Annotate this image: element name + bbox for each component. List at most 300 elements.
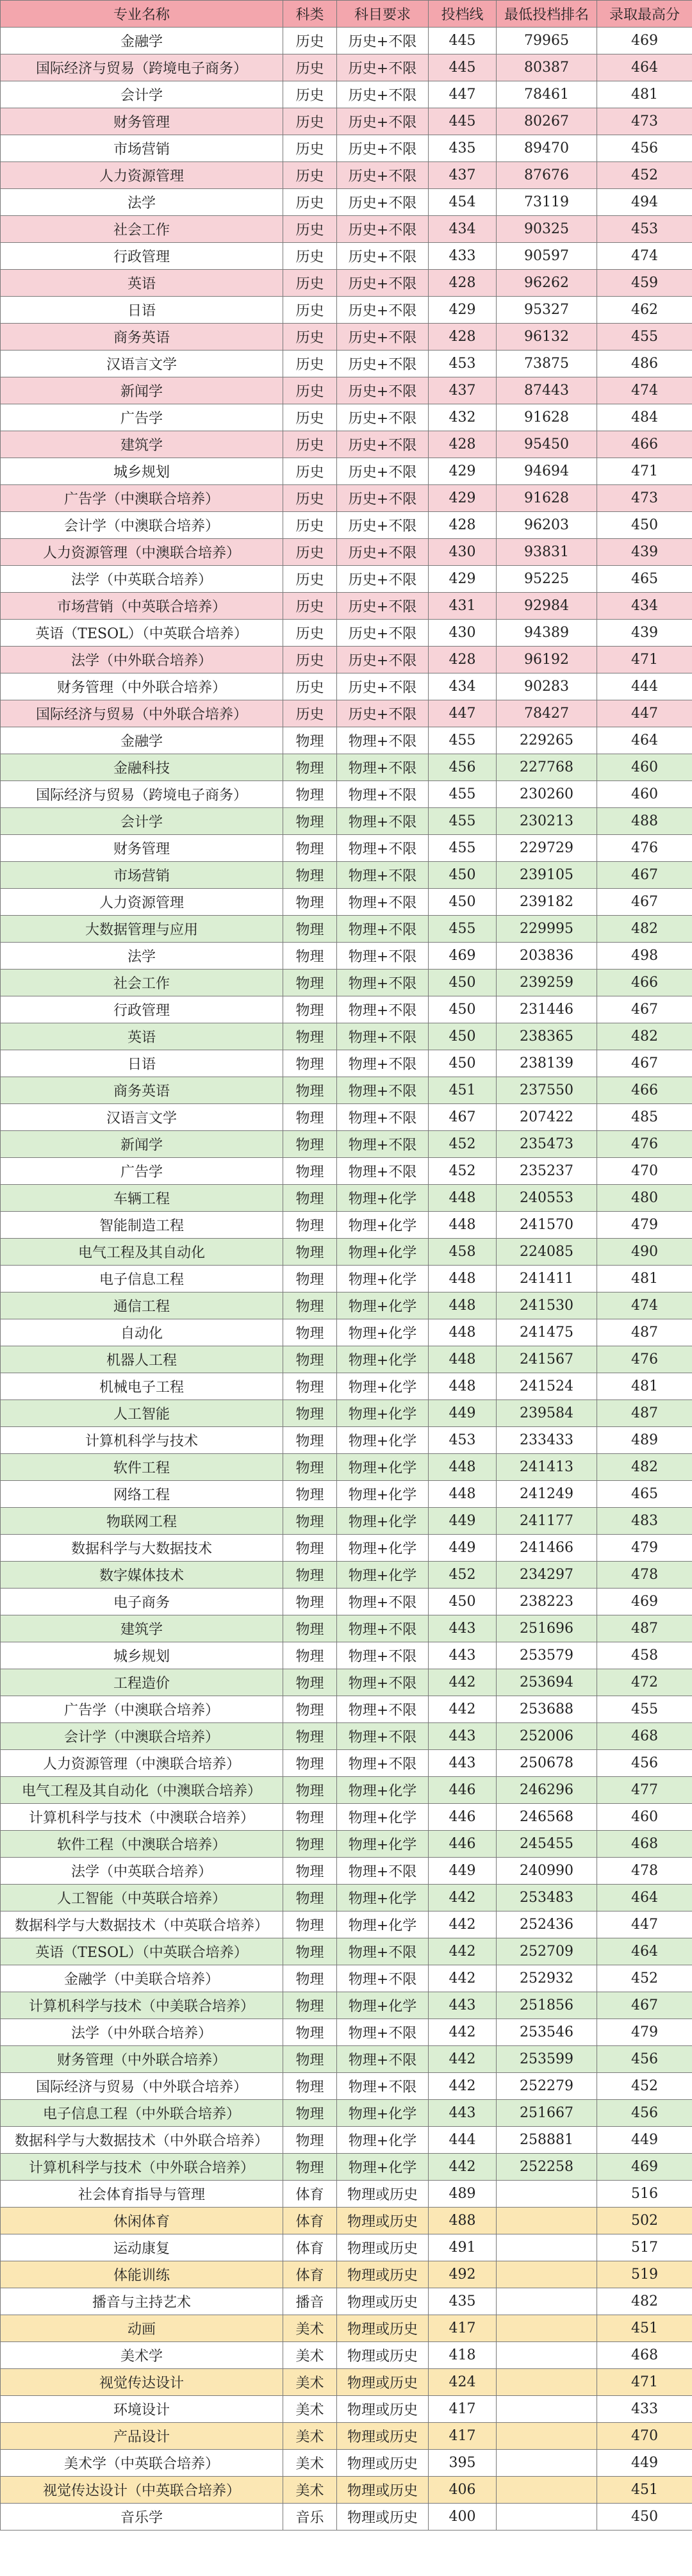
table-row	[1, 2477, 692, 2504]
subject-req-cell: 历史+不限	[337, 647, 429, 673]
min-rank-cell	[497, 2288, 597, 2315]
table-row	[1, 216, 692, 243]
subject-req-cell: 物理+不限	[337, 1696, 429, 1723]
category-cell: 体育	[283, 2208, 337, 2234]
subject-req-cell: 物理+不限	[337, 1750, 429, 1777]
min-rank-cell: 238139	[497, 1050, 597, 1077]
table-row	[1, 889, 692, 916]
min-rank-cell: 87443	[497, 377, 597, 404]
category-cell: 物理	[283, 781, 337, 808]
max-score-cell: 483	[597, 1508, 692, 1535]
max-score-cell: 476	[597, 835, 692, 862]
table-row	[1, 1615, 692, 1642]
category-cell: 体育	[283, 2181, 337, 2208]
cutoff-cell: 450	[429, 862, 497, 889]
major-cell: 市场营销（中英联合培养）	[1, 593, 283, 620]
max-score-cell: 453	[597, 216, 692, 243]
cutoff-cell: 395	[429, 2450, 497, 2477]
max-score-cell: 470	[597, 2423, 692, 2450]
category-cell: 物理	[283, 1400, 337, 1427]
min-rank-cell: 95225	[497, 566, 597, 593]
table-row	[1, 1454, 692, 1481]
table-row	[1, 1319, 692, 1346]
cutoff-cell: 455	[429, 916, 497, 943]
category-cell: 历史	[283, 81, 337, 108]
min-rank-cell: 239105	[497, 862, 597, 889]
cutoff-cell: 429	[429, 458, 497, 485]
table-row	[1, 2154, 692, 2181]
major-cell: 广告学（中澳联合培养）	[1, 1696, 283, 1723]
subject-req-cell: 物理+化学	[337, 1319, 429, 1346]
cutoff-cell: 417	[429, 2423, 497, 2450]
subject-req-cell: 历史+不限	[337, 566, 429, 593]
table-row	[1, 431, 692, 458]
max-score-cell: 452	[597, 162, 692, 189]
category-cell: 历史	[283, 270, 337, 297]
cutoff-cell: 442	[429, 2019, 497, 2046]
table-row	[1, 1481, 692, 1508]
min-rank-cell: 253688	[497, 1696, 597, 1723]
min-rank-cell: 239259	[497, 970, 597, 996]
max-score-cell: 486	[597, 351, 692, 377]
major-cell: 音乐学	[1, 2504, 283, 2531]
subject-req-cell: 物理+化学	[337, 1427, 429, 1454]
min-rank-cell: 240990	[497, 1858, 597, 1885]
category-cell: 美术	[283, 2450, 337, 2477]
cutoff-cell: 448	[429, 1481, 497, 1508]
category-cell: 物理	[283, 1642, 337, 1669]
cutoff-cell: 453	[429, 351, 497, 377]
subject-req-cell: 物理+不限	[337, 1669, 429, 1696]
min-rank-cell: 224085	[497, 1239, 597, 1266]
min-rank-cell	[497, 2369, 597, 2396]
cutoff-cell: 418	[429, 2342, 497, 2369]
max-score-cell: 487	[597, 1319, 692, 1346]
category-cell: 物理	[283, 1965, 337, 1992]
cutoff-cell: 430	[429, 620, 497, 647]
max-score-cell: 464	[597, 54, 692, 81]
min-rank-cell: 253546	[497, 2019, 597, 2046]
subject-req-cell: 物理+不限	[337, 781, 429, 808]
major-cell: 通信工程	[1, 1292, 283, 1319]
subject-req-cell: 物理+不限	[337, 996, 429, 1023]
major-cell: 大数据管理与应用	[1, 916, 283, 943]
cutoff-cell: 424	[429, 2369, 497, 2396]
subject-req-cell: 物理+化学	[337, 1992, 429, 2019]
subject-req-cell: 物理+不限	[337, 1158, 429, 1185]
min-rank-cell: 80267	[497, 108, 597, 135]
max-score-cell: 473	[597, 108, 692, 135]
cutoff-cell: 448	[429, 1373, 497, 1400]
subject-req-cell: 物理+不限	[337, 1131, 429, 1158]
subject-req-cell: 物理+不限	[337, 2046, 429, 2073]
table-row	[1, 1777, 692, 1804]
min-rank-cell: 241411	[497, 1266, 597, 1292]
major-cell: 自动化	[1, 1319, 283, 1346]
min-rank-cell: 241413	[497, 1454, 597, 1481]
table-row	[1, 2208, 692, 2234]
table-row	[1, 862, 692, 889]
max-score-cell: 444	[597, 673, 692, 700]
major-cell: 人力资源管理（中澳联合培养）	[1, 1750, 283, 1777]
cutoff-cell: 443	[429, 2100, 497, 2127]
subject-req-cell: 物理或历史	[337, 2234, 429, 2261]
category-cell: 美术	[283, 2342, 337, 2369]
max-score-cell: 482	[597, 2288, 692, 2315]
table-row	[1, 2450, 692, 2477]
min-rank-cell: 253599	[497, 2046, 597, 2073]
max-score-cell: 455	[597, 324, 692, 351]
major-cell: 人力资源管理	[1, 162, 283, 189]
major-cell: 行政管理	[1, 996, 283, 1023]
category-cell: 物理	[283, 1562, 337, 1589]
category-cell: 物理	[283, 996, 337, 1023]
major-cell: 英语	[1, 270, 283, 297]
major-cell: 法学（中英联合培养）	[1, 566, 283, 593]
max-score-cell: 469	[597, 28, 692, 54]
max-score-cell: 439	[597, 539, 692, 566]
subject-req-cell: 历史+不限	[337, 404, 429, 431]
cutoff-cell: 446	[429, 1777, 497, 1804]
table-row	[1, 458, 692, 485]
max-score-cell: 447	[597, 700, 692, 727]
min-rank-cell	[497, 2477, 597, 2504]
min-rank-cell: 73875	[497, 351, 597, 377]
cutoff-cell: 442	[429, 2046, 497, 2073]
subject-req-cell: 物理+化学	[337, 1266, 429, 1292]
cutoff-cell: 433	[429, 243, 497, 270]
subject-req-cell: 历史+不限	[337, 700, 429, 727]
category-cell: 历史	[283, 673, 337, 700]
major-cell: 软件工程（中澳联合培养）	[1, 1831, 283, 1858]
table-row	[1, 81, 692, 108]
cutoff-cell: 417	[429, 2396, 497, 2423]
table-row	[1, 1589, 692, 1615]
table-row	[1, 539, 692, 566]
category-cell: 物理	[283, 1992, 337, 2019]
max-score-cell: 474	[597, 377, 692, 404]
subject-req-cell: 物理+不限	[337, 1077, 429, 1104]
max-score-cell: 498	[597, 943, 692, 970]
max-score-cell: 459	[597, 270, 692, 297]
major-cell: 汉语言文学	[1, 1104, 283, 1131]
major-cell: 网络工程	[1, 1481, 283, 1508]
subject-req-cell: 物理+化学	[337, 1292, 429, 1319]
category-cell: 物理	[283, 1158, 337, 1185]
max-score-cell: 466	[597, 1077, 692, 1104]
min-rank-cell: 241567	[497, 1346, 597, 1373]
min-rank-cell: 258881	[497, 2127, 597, 2154]
table-row	[1, 1938, 692, 1965]
table-row	[1, 28, 692, 54]
subject-req-cell: 物理+化学	[337, 2154, 429, 2181]
cutoff-cell: 417	[429, 2315, 497, 2342]
category-cell: 历史	[283, 108, 337, 135]
major-cell: 体能训练	[1, 2261, 283, 2288]
table-row	[1, 135, 692, 162]
major-cell: 美术学	[1, 2342, 283, 2369]
max-score-cell: 449	[597, 2450, 692, 2477]
table-row	[1, 324, 692, 351]
subject-req-cell: 历史+不限	[337, 189, 429, 216]
subject-req-cell: 物理或历史	[337, 2450, 429, 2477]
major-cell: 会计学（中澳联合培养）	[1, 1723, 283, 1750]
major-cell: 广告学	[1, 1158, 283, 1185]
table-row	[1, 700, 692, 727]
subject-req-cell: 物理+化学	[337, 2100, 429, 2127]
table-row	[1, 1373, 692, 1400]
subject-req-cell: 物理+不限	[337, 1023, 429, 1050]
category-cell: 历史	[283, 404, 337, 431]
major-cell: 国际经济与贸易（跨境电子商务）	[1, 781, 283, 808]
cutoff-cell: 448	[429, 1292, 497, 1319]
cutoff-cell: 455	[429, 808, 497, 835]
max-score-cell: 471	[597, 458, 692, 485]
max-score-cell: 434	[597, 593, 692, 620]
max-score-cell: 481	[597, 1266, 692, 1292]
category-cell: 物理	[283, 1696, 337, 1723]
min-rank-cell: 250678	[497, 1750, 597, 1777]
cutoff-cell: 429	[429, 566, 497, 593]
subject-req-cell: 物理+不限	[337, 1615, 429, 1642]
major-cell: 播音与主持艺术	[1, 2288, 283, 2315]
table-row	[1, 1562, 692, 1589]
max-score-cell: 490	[597, 1239, 692, 1266]
major-cell: 金融学	[1, 727, 283, 754]
min-rank-cell	[497, 2504, 597, 2531]
max-score-cell: 467	[597, 1992, 692, 2019]
max-score-cell: 476	[597, 1346, 692, 1373]
subject-req-cell: 物理或历史	[337, 2181, 429, 2208]
major-cell: 国际经济与贸易（跨境电子商务）	[1, 54, 283, 81]
max-score-cell: 481	[597, 81, 692, 108]
category-cell: 物理	[283, 1373, 337, 1400]
major-cell: 美术学（中英联合培养）	[1, 2450, 283, 2477]
major-cell: 日语	[1, 1050, 283, 1077]
min-rank-cell: 241475	[497, 1319, 597, 1346]
max-score-cell: 480	[597, 1185, 692, 1212]
major-cell: 财务管理（中外联合培养）	[1, 2046, 283, 2073]
table-row	[1, 1239, 692, 1266]
table-row	[1, 2019, 692, 2046]
subject-req-cell: 物理+不限	[337, 1965, 429, 1992]
major-cell: 视觉传达设计	[1, 2369, 283, 2396]
major-cell: 市场营销	[1, 135, 283, 162]
max-score-cell: 455	[597, 1696, 692, 1723]
min-rank-cell: 238365	[497, 1023, 597, 1050]
category-cell: 历史	[283, 377, 337, 404]
cutoff-cell: 448	[429, 1185, 497, 1212]
max-score-cell: 516	[597, 2181, 692, 2208]
table-row	[1, 647, 692, 673]
category-cell: 美术	[283, 2396, 337, 2423]
category-cell: 物理	[283, 2154, 337, 2181]
max-score-cell: 517	[597, 2234, 692, 2261]
min-rank-cell: 231446	[497, 996, 597, 1023]
min-rank-cell: 238223	[497, 1589, 597, 1615]
major-cell: 数字媒体技术	[1, 1562, 283, 1589]
major-cell: 社会工作	[1, 970, 283, 996]
cutoff-cell: 428	[429, 270, 497, 297]
max-score-cell: 481	[597, 1373, 692, 1400]
subject-req-cell: 物理+不限	[337, 1723, 429, 1750]
table-row	[1, 54, 692, 81]
max-score-cell: 451	[597, 2315, 692, 2342]
major-cell: 计算机科学与技术（中外联合培养）	[1, 2154, 283, 2181]
category-cell: 物理	[283, 727, 337, 754]
subject-req-cell: 物理或历史	[337, 2288, 429, 2315]
min-rank-cell: 252932	[497, 1965, 597, 1992]
major-cell: 国际经济与贸易（中外联合培养）	[1, 2073, 283, 2100]
table-row	[1, 512, 692, 539]
min-rank-cell: 234297	[497, 1562, 597, 1589]
table-row	[1, 566, 692, 593]
table-row	[1, 1831, 692, 1858]
cutoff-cell: 432	[429, 404, 497, 431]
min-rank-cell: 203836	[497, 943, 597, 970]
major-cell: 商务英语	[1, 324, 283, 351]
max-score-cell: 479	[597, 2019, 692, 2046]
max-score-cell: 494	[597, 189, 692, 216]
min-rank-cell: 253483	[497, 1885, 597, 1911]
table-header-row	[1, 1, 692, 28]
min-rank-cell: 240553	[497, 1185, 597, 1212]
major-cell: 会计学	[1, 81, 283, 108]
major-cell: 动画	[1, 2315, 283, 2342]
major-cell: 英语	[1, 1023, 283, 1050]
major-cell: 城乡规划	[1, 1642, 283, 1669]
min-rank-cell	[497, 2234, 597, 2261]
table-row	[1, 1885, 692, 1911]
category-cell: 物理	[283, 862, 337, 889]
category-cell: 物理	[283, 1804, 337, 1831]
table-row	[1, 2127, 692, 2154]
table-row	[1, 1346, 692, 1373]
subject-req-cell: 物理+化学	[337, 1911, 429, 1938]
major-cell: 城乡规划	[1, 458, 283, 485]
max-score-cell: 482	[597, 1454, 692, 1481]
category-cell: 历史	[283, 458, 337, 485]
category-cell: 物理	[283, 1427, 337, 1454]
cutoff-cell: 467	[429, 1104, 497, 1131]
table-row	[1, 270, 692, 297]
subject-req-cell: 物理+不限	[337, 1642, 429, 1669]
subject-req-cell: 历史+不限	[337, 324, 429, 351]
min-rank-cell: 251696	[497, 1615, 597, 1642]
max-score-cell: 452	[597, 2073, 692, 2100]
cutoff-cell: 431	[429, 593, 497, 620]
major-cell: 日语	[1, 297, 283, 324]
category-cell: 历史	[283, 512, 337, 539]
header-major: 专业名称	[1, 1, 283, 28]
min-rank-cell: 253694	[497, 1669, 597, 1696]
cutoff-cell: 443	[429, 1992, 497, 2019]
subject-req-cell: 物理或历史	[337, 2396, 429, 2423]
major-cell: 新闻学	[1, 377, 283, 404]
category-cell: 物理	[283, 1346, 337, 1373]
major-cell: 产品设计	[1, 2423, 283, 2450]
cutoff-cell: 447	[429, 81, 497, 108]
category-cell: 物理	[283, 1212, 337, 1239]
min-rank-cell: 78427	[497, 700, 597, 727]
table-row	[1, 404, 692, 431]
cutoff-cell: 442	[429, 2154, 497, 2181]
min-rank-cell: 80387	[497, 54, 597, 81]
subject-req-cell: 物理+化学	[337, 1535, 429, 1562]
table-row	[1, 2261, 692, 2288]
max-score-cell: 474	[597, 1292, 692, 1319]
category-cell: 历史	[283, 593, 337, 620]
category-cell: 物理	[283, 1239, 337, 1266]
subject-req-cell: 历史+不限	[337, 673, 429, 700]
min-rank-cell: 94694	[497, 458, 597, 485]
cutoff-cell: 453	[429, 1427, 497, 1454]
table-row	[1, 1104, 692, 1131]
max-score-cell: 451	[597, 2477, 692, 2504]
cutoff-cell: 458	[429, 1239, 497, 1266]
category-cell: 物理	[283, 835, 337, 862]
category-cell: 历史	[283, 647, 337, 673]
min-rank-cell: 239182	[497, 889, 597, 916]
category-cell: 美术	[283, 2477, 337, 2504]
subject-req-cell: 历史+不限	[337, 28, 429, 54]
max-score-cell: 478	[597, 1562, 692, 1589]
min-rank-cell	[497, 2396, 597, 2423]
major-cell: 人工智能（中英联合培养）	[1, 1885, 283, 1911]
min-rank-cell: 96192	[497, 647, 597, 673]
max-score-cell: 468	[597, 1831, 692, 1858]
category-cell: 物理	[283, 754, 337, 781]
major-cell: 法学	[1, 189, 283, 216]
max-score-cell: 485	[597, 1104, 692, 1131]
category-cell: 物理	[283, 2019, 337, 2046]
category-cell: 物理	[283, 1050, 337, 1077]
min-rank-cell: 230213	[497, 808, 597, 835]
min-rank-cell: 241570	[497, 1212, 597, 1239]
table-row	[1, 1185, 692, 1212]
max-score-cell: 468	[597, 2342, 692, 2369]
min-rank-cell	[497, 2450, 597, 2477]
cutoff-cell: 434	[429, 673, 497, 700]
table-row	[1, 727, 692, 754]
subject-req-cell: 历史+不限	[337, 377, 429, 404]
max-score-cell: 456	[597, 2100, 692, 2127]
cutoff-cell: 450	[429, 1050, 497, 1077]
category-cell: 物理	[283, 1911, 337, 1938]
category-cell: 物理	[283, 1481, 337, 1508]
category-cell: 历史	[283, 243, 337, 270]
min-rank-cell: 94389	[497, 620, 597, 647]
min-rank-cell: 246296	[497, 1777, 597, 1804]
min-rank-cell: 91628	[497, 485, 597, 512]
max-score-cell: 466	[597, 970, 692, 996]
min-rank-cell: 251667	[497, 2100, 597, 2127]
table-row	[1, 2423, 692, 2450]
cutoff-cell: 437	[429, 162, 497, 189]
min-rank-cell: 252279	[497, 2073, 597, 2100]
category-cell: 物理	[283, 970, 337, 996]
max-score-cell: 456	[597, 2046, 692, 2073]
min-rank-cell: 207422	[497, 1104, 597, 1131]
category-cell: 历史	[283, 297, 337, 324]
subject-req-cell: 历史+不限	[337, 270, 429, 297]
table-row	[1, 620, 692, 647]
major-cell: 休闲体育	[1, 2208, 283, 2234]
major-cell: 电子商务	[1, 1589, 283, 1615]
subject-req-cell: 物理或历史	[337, 2504, 429, 2531]
category-cell: 美术	[283, 2315, 337, 2342]
table-row	[1, 943, 692, 970]
